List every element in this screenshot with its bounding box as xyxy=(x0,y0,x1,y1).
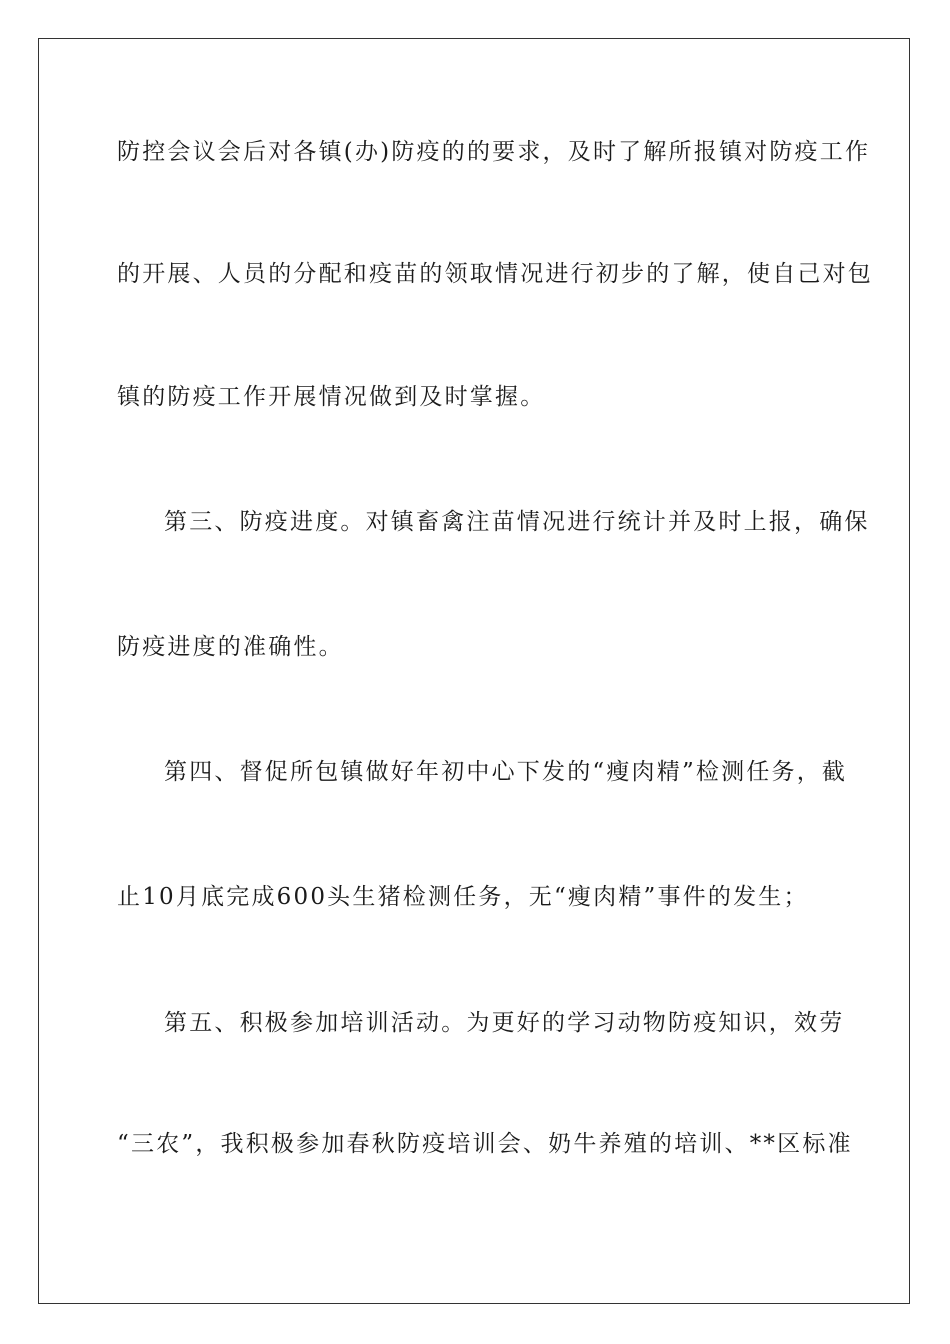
paragraph-line-5: 防疫进度的准确性。 xyxy=(117,634,344,660)
paragraph-line-8: 第五、积极参加培训活动。为更好的学习动物防疫知识，效劳 xyxy=(164,1010,845,1036)
paragraph-line-2: 的开展、人员的分配和疫苗的领取情况进行初步的了解，使自己对包 xyxy=(117,261,873,287)
paragraph-line-7: 止10月底完成600头生猪检测任务，无“瘦肉精”事件的发生； xyxy=(117,884,809,910)
paragraph-line-6: 第四、督促所包镇做好年初中心下发的“瘦肉精”检测任务，截 xyxy=(164,759,848,785)
paragraph-line-1: 防控会议会后对各镇(办)防疫的的要求，及时了解所报镇对防疫工作 xyxy=(117,139,871,165)
paragraph-line-9: “三农”，我积极参加春秋防疫培训会、奶牛养殖的培训、**区标准 xyxy=(117,1131,853,1157)
page-border xyxy=(38,38,910,1304)
paragraph-line-3: 镇的防疫工作开展情况做到及时掌握。 xyxy=(117,384,546,410)
paragraph-line-4: 第三、防疫进度。对镇畜禽注苗情况进行统计并及时上报，确保 xyxy=(164,509,870,535)
